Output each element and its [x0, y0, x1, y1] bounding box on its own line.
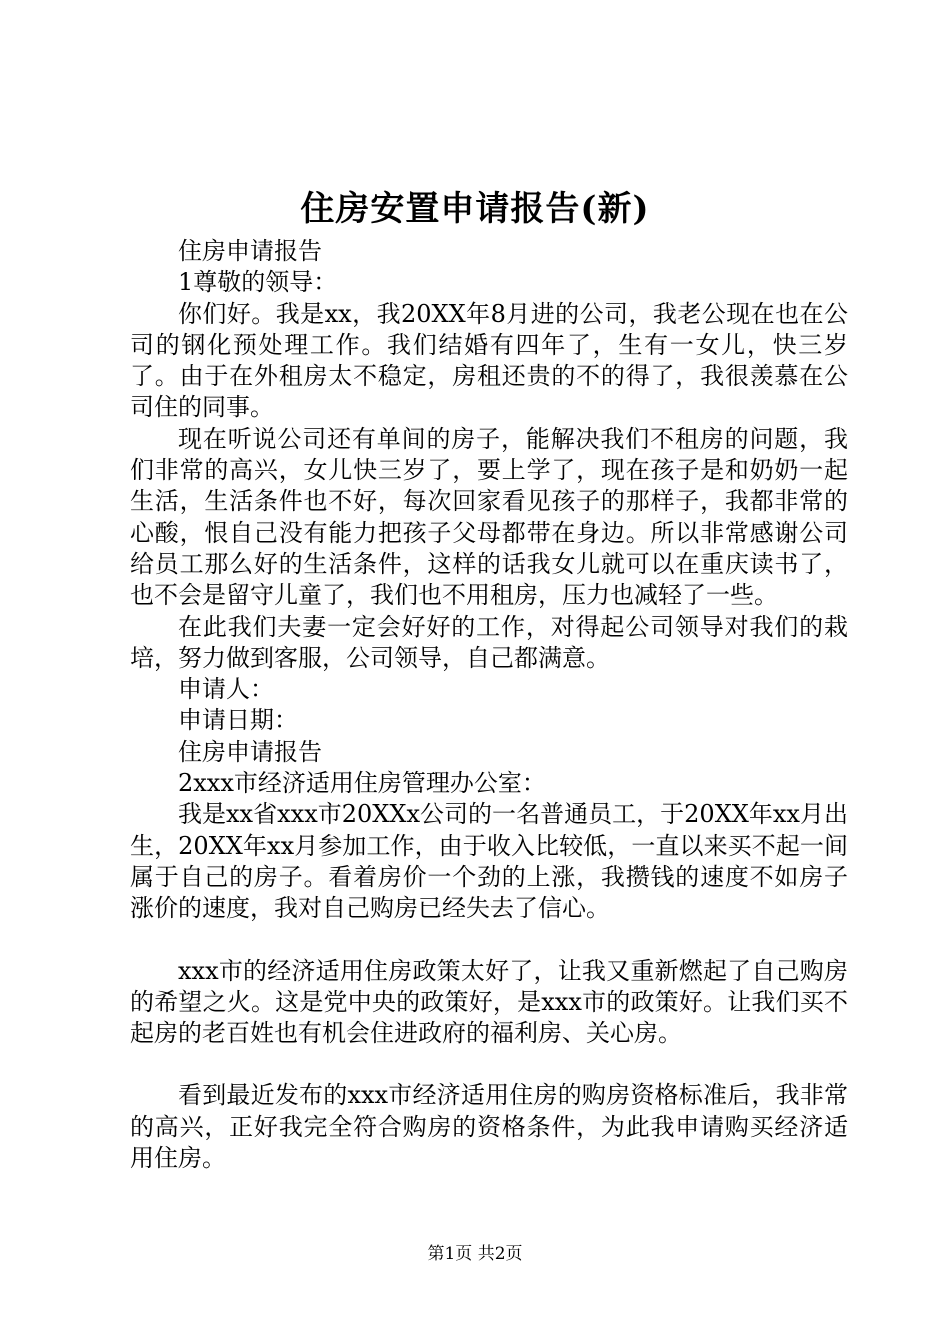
- paragraph-body-3: 在此我们夫妻一定会好好的工作，对得起公司领导对我们的栽培，努力做到客服，公司领导，自己都满意。: [130, 612, 848, 672]
- paragraph-salutation-2: 2xxx市经济适用住房管理办公室：: [178, 769, 546, 798]
- paragraph-body-1: 你们好。我是xx，我20XX年8月进的公司，我老公现在也在公司的钢化预处理工作。我们结婚有四年了，生有一女儿，快三岁了。由于在外租房太不稳定，房租还贵的不的得了，我很羡慕在公司住的同事。: [130, 299, 848, 422]
- page-footer: 第1页 共2页: [427, 1244, 523, 1264]
- paragraph-body-2: 现在听说公司还有单间的房子，能解决我们不租房的问题，我们非常的高兴，女儿快三岁了，要上学了，现在孩子是和奶奶一起生活，生活条件也不好，每次回家看见孩子的那样子，我都非常的心酸，恨自己没有能力把孩子父母都带在身边。所以非常感谢公司给员工那么好的生活条件，这样的话我女儿就可以在重庆读书了，也不会是留守儿童了，我们也不用租房，压力也减轻了一些。: [130, 424, 848, 610]
- paragraph-heading-2: 住房申请报告: [178, 737, 322, 766]
- paragraph-heading-1: 住房申请报告: [178, 237, 322, 265]
- paragraph-salutation-1: 1尊敬的领导：: [178, 268, 338, 297]
- paragraph-body-5: xxx市的经济适用住房政策太好了，让我又重新燃起了自己购房的希望之火。这是党中央的政策好，是xxx市的政策好。让我们买不起房的老百姓也有机会住进政府的福利房、关心房。: [130, 956, 848, 1048]
- paragraph-applicant: 申请人：: [178, 675, 274, 704]
- document-body: [130, 236, 848, 1174]
- paragraph-body-4: 我是xx省xxx市20XXx公司的一名普通员工，于20XX年xx月出生，20XX年xx月参加工作，由于收入比较低，一直以来买不起一间属于自己的房子。看着房价一个劲的上涨，我攒钱的速度不如房子涨价的速度，我对自己购房已经失去了信心。: [130, 800, 848, 923]
- paragraph-date: 申请日期：: [178, 706, 298, 735]
- document-title: 住房安置申请报告(新): [300, 189, 650, 229]
- paragraph-body-6: 看到最近发布的xxx市经济适用住房的购房资格标准后，我非常的高兴，正好我完全符合购房的资格条件，为此我申请购买经济适用住房。: [130, 1081, 848, 1173]
